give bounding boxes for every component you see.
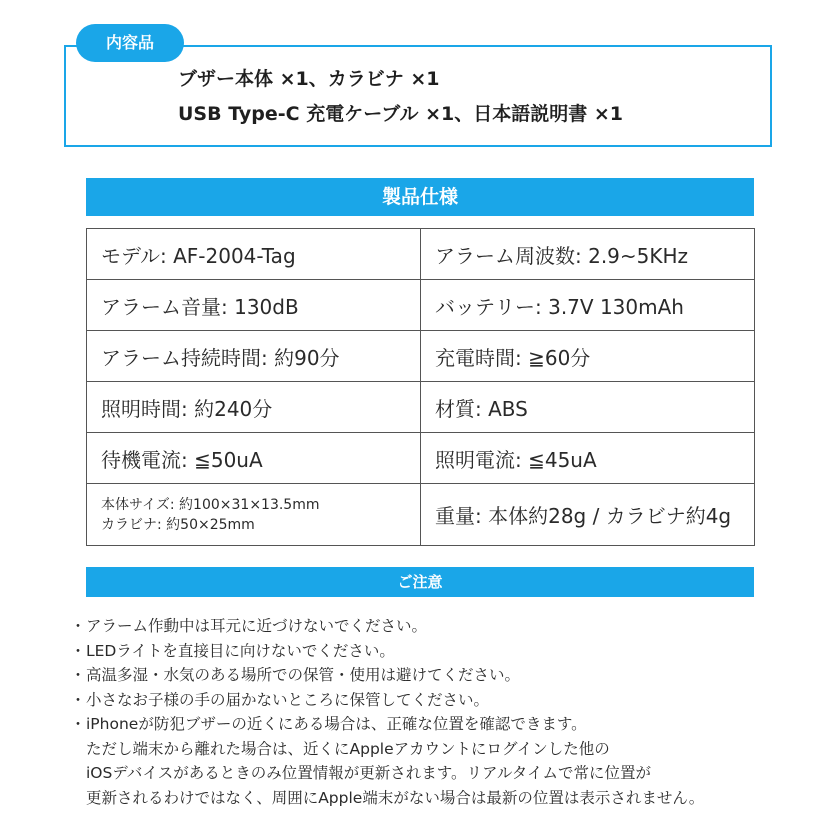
spec-material: 材質: ABS: [421, 382, 755, 433]
spec-row: [87, 229, 755, 280]
notice-item: [70, 688, 820, 713]
spec-row: [87, 484, 755, 546]
spec-alarm-frequency: アラーム周波数: 2.9~5KHz: [421, 229, 755, 280]
notice-text: 小さなお子様の手の届かないところに保管してください。: [86, 690, 490, 709]
spec-alarm-volume: アラーム音量: 130dB: [87, 280, 421, 331]
notice-item: [70, 663, 820, 688]
notice-item: [70, 614, 820, 639]
bullet: ・: [70, 715, 86, 733]
spec-model: モデル: AF-2004-Tag: [87, 229, 421, 280]
notice-item: [70, 712, 820, 810]
spec-battery: バッテリー: 3.7V 130mAh: [421, 280, 755, 331]
bullet: ・: [70, 666, 86, 684]
spec-row: [87, 433, 755, 484]
spec-carabiner-size: カラビナ: 約50×25mm: [101, 516, 255, 533]
spec-alarm-duration: アラーム持続時間: 約90分: [87, 331, 421, 382]
spec-row: [87, 280, 755, 331]
notice-section-title: ご注意: [86, 567, 754, 597]
spec-standby-current: 待機電流: ≦50uA: [87, 433, 421, 484]
bullet: ・: [70, 617, 86, 635]
notice-continuation: 更新されるわけではなく、周囲にApple端末がない場合は最新の位置は表示されません。: [86, 788, 705, 807]
spec-table: [86, 228, 755, 546]
bullet: ・: [70, 641, 86, 660]
contents-line-2: USB Type-C 充電ケーブル ×1、日本語説明書 ×1: [178, 103, 624, 125]
notice-item: [70, 639, 820, 664]
spec-light-time: 照明時間: 約240分: [87, 382, 421, 433]
spec-charge-time: 充電時間: ≧60分: [421, 331, 755, 382]
notice-text: iPhoneが防犯ブザーの近くにある場合は、正確な位置を確認できます。: [86, 715, 587, 733]
contents-badge: 内容品: [76, 24, 184, 62]
notice-list: [70, 614, 820, 810]
notice-text: 高温多湿・水気のある場所での保管・使用は避けてください。: [86, 666, 521, 684]
spec-row: [87, 331, 755, 382]
notice-text: アラーム作動中は耳元に近づけないでください。: [86, 617, 428, 635]
notice-continuation: ただし端末から離れた場合は、近くにAppleアカウントにログインした他の: [86, 739, 610, 758]
contents-line-1: ブザー本体 ×1、カラビナ ×1: [178, 68, 440, 90]
notice-text: LEDライトを直接目に向けないでください。: [86, 641, 395, 660]
bullet: ・: [70, 690, 86, 709]
spec-size: [87, 484, 421, 546]
spec-body-size: 本体サイズ: 約100×31×13.5mm: [101, 496, 320, 513]
spec-light-current: 照明電流: ≦45uA: [421, 433, 755, 484]
spec-row: [87, 382, 755, 433]
notice-continuation: iOSデバイスがあるときのみ位置情報が更新されます。リアルタイムで常に位置が: [86, 764, 651, 782]
spec-weight: 重量: 本体約28g / カラビナ約4g: [421, 484, 755, 546]
spec-section-title: 製品仕様: [86, 178, 754, 216]
